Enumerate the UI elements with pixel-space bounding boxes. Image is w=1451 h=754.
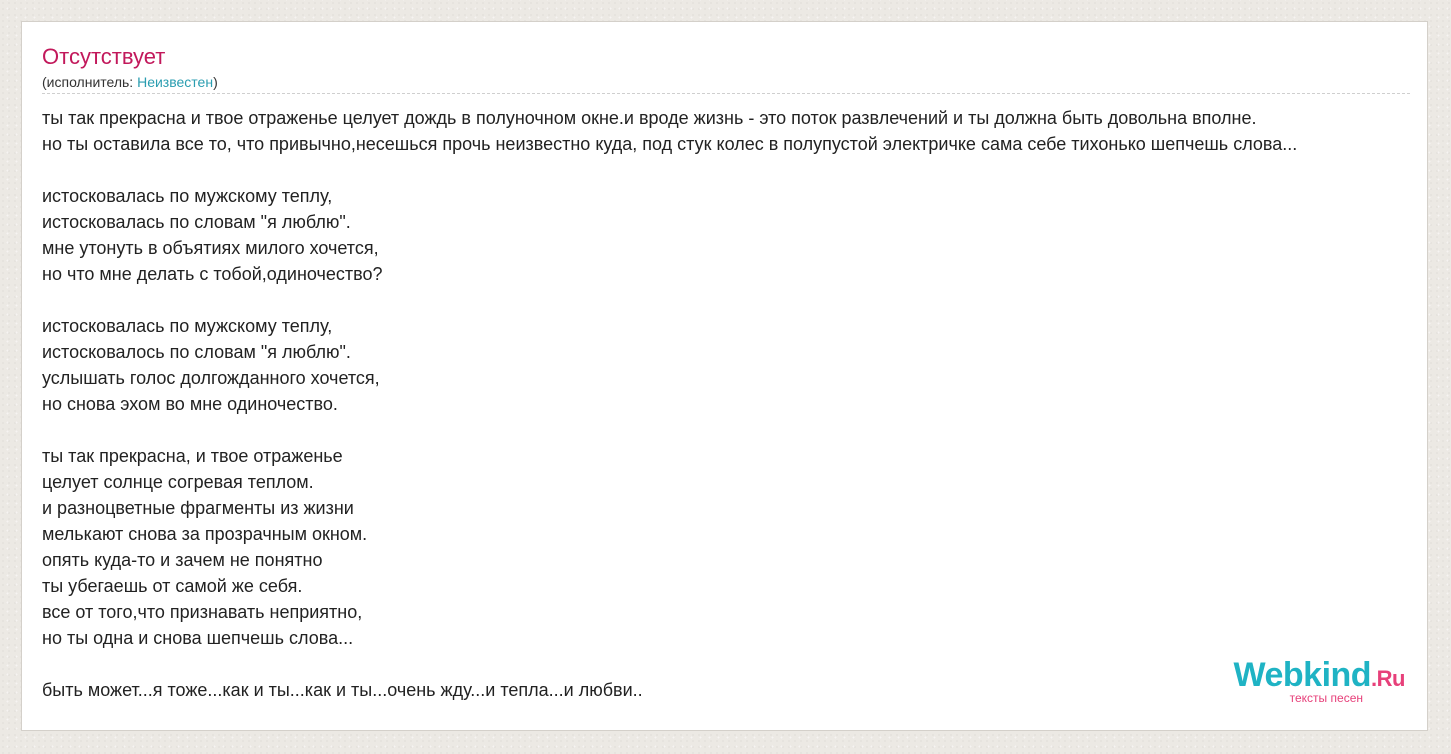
lyric-line: истосковалась по словам "я люблю". (42, 212, 351, 232)
lyric-line: опять куда-то и зачем не понятно (42, 550, 323, 570)
lyric-line: но что мне делать с тобой,одиночество? (42, 264, 383, 284)
lyric-blank-line (42, 287, 1427, 313)
lyric-line: мне утонуть в объятиях милого хочется, (42, 238, 379, 258)
lyric-line: все от того,что признавать неприятно, (42, 602, 363, 622)
lyric-line: ты так прекрасна, и твое отраженье (42, 446, 343, 466)
lyric-line: ты убегаешь от самой же себя. (42, 576, 303, 596)
site-logo[interactable] (1234, 658, 1406, 704)
header-divider (42, 93, 1410, 94)
lyric-line: услышать голос долгожданного хочется, (42, 368, 380, 388)
lyric-line: быть может...я тоже...как и ты...как и ты...очень жду...и тепла...и любви.. (42, 680, 643, 700)
logo-tld: .Ru (1371, 666, 1405, 691)
lyric-blank-line (42, 157, 1427, 183)
lyric-blank-line (42, 651, 1427, 677)
artist-link[interactable]: Неизвестен (137, 74, 214, 90)
lyric-line: но снова эхом во мне одиночество. (42, 394, 338, 414)
lyrics-text (42, 105, 1427, 703)
artist-prefix: (исполнитель: (42, 74, 138, 90)
lyric-line: мелькают снова за прозрачным окном. (42, 524, 368, 544)
lyric-line: но ты оставила все то, что привычно,несешься прочь неизвестно куда, под стук колес в полупустой электричке сама себе тихонько шепчешь слова... (42, 134, 1298, 154)
lyric-line: и разноцветные фрагменты из жизни (42, 498, 354, 518)
lyric-line: целует солнце согревая теплом. (42, 472, 314, 492)
song-title: Отсутствует (42, 44, 166, 69)
logo-brand: Webkind (1233, 656, 1372, 694)
lyric-line: ты так прекрасна и твое отраженье целует дождь в полуночном окне.и вроде жизнь - это поток развлечений и ты должна быть довольна вполне. (42, 108, 1257, 128)
artist-line (42, 73, 218, 91)
lyric-line: истосковалось по словам "я люблю". (42, 342, 351, 362)
logo-tagline: тексты песен (1289, 691, 1363, 705)
lyric-blank-line (42, 417, 1427, 443)
lyric-line: истосковалась по мужскому теплу, (42, 186, 333, 206)
lyric-line: но ты одна и снова шепчешь слова... (42, 628, 354, 648)
lyric-line: истосковалась по мужскому теплу, (42, 316, 333, 336)
lyrics-card (21, 21, 1428, 731)
artist-suffix: ) (213, 74, 218, 90)
